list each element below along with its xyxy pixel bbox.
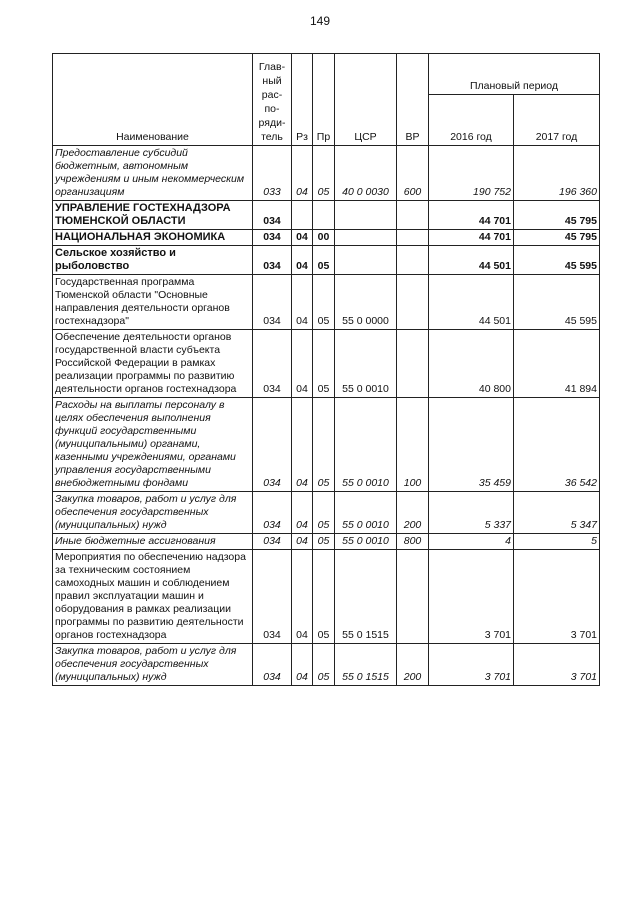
row-chief: 034 xyxy=(253,246,292,275)
row-pr: 05 xyxy=(313,398,335,492)
row-2016: 4 xyxy=(429,534,514,550)
row-2017: 196 360 xyxy=(514,146,600,201)
row-2016: 44 701 xyxy=(429,230,514,246)
row-pr xyxy=(313,201,335,230)
row-2016: 3 701 xyxy=(429,550,514,644)
table-row xyxy=(53,398,600,492)
row-rz xyxy=(292,201,313,230)
page-number: 149 xyxy=(309,14,331,28)
header-year-2016: 2016 год xyxy=(429,95,514,146)
row-2016: 44 501 xyxy=(429,246,514,275)
budget-table xyxy=(52,53,600,686)
row-vr: 100 xyxy=(397,398,429,492)
row-2017: 45 795 xyxy=(514,201,600,230)
table-row xyxy=(53,550,600,644)
row-vr xyxy=(397,330,429,398)
row-2017: 36 542 xyxy=(514,398,600,492)
table-row xyxy=(53,201,600,230)
row-2017: 45 795 xyxy=(514,230,600,246)
row-rz: 04 xyxy=(292,275,313,330)
header-name: Наименование xyxy=(53,54,253,146)
row-csr xyxy=(335,230,397,246)
row-2017: 5 xyxy=(514,534,600,550)
row-2016: 40 800 xyxy=(429,330,514,398)
row-csr: 55 0 0000 xyxy=(335,275,397,330)
row-csr xyxy=(335,201,397,230)
row-vr: 200 xyxy=(397,492,429,534)
row-2016: 190 752 xyxy=(429,146,514,201)
table-row xyxy=(53,275,600,330)
row-name: Расходы на выплаты персоналу в целях обеспечения выполнения функций государственными (муниципальными) органами, казенными учреждениями, органами управления государственными внебюджетными фондами xyxy=(53,398,253,492)
header-csr: ЦСР xyxy=(335,54,397,146)
row-chief: 033 xyxy=(253,146,292,201)
row-vr xyxy=(397,201,429,230)
row-2017: 3 701 xyxy=(514,550,600,644)
row-vr xyxy=(397,550,429,644)
row-pr: 05 xyxy=(313,492,335,534)
row-chief: 034 xyxy=(253,230,292,246)
row-name: НАЦИОНАЛЬНАЯ ЭКОНОМИКА xyxy=(53,230,253,246)
row-name: Сельское хозяйство и рыболовство xyxy=(53,246,253,275)
table-row xyxy=(53,644,600,686)
row-chief: 034 xyxy=(253,492,292,534)
row-name: Закупка товаров, работ и услуг для обеспечения государственных (муниципальных) нужд xyxy=(53,492,253,534)
header-planned-period: Плановый период xyxy=(429,54,600,95)
row-pr: 05 xyxy=(313,246,335,275)
row-name: Государственная программа Тюменской области "Основные направления деятельности органов гостехнадзора" xyxy=(53,275,253,330)
row-rz: 04 xyxy=(292,398,313,492)
row-vr xyxy=(397,230,429,246)
row-vr xyxy=(397,275,429,330)
row-pr: 05 xyxy=(313,644,335,686)
row-2016: 44 701 xyxy=(429,201,514,230)
header-rz: Рз xyxy=(292,54,313,146)
header-year-2017: 2017 год xyxy=(514,95,600,146)
header-vr: ВР xyxy=(397,54,429,146)
row-csr: 55 0 0010 xyxy=(335,330,397,398)
row-chief: 034 xyxy=(253,398,292,492)
row-chief: 034 xyxy=(253,644,292,686)
row-pr: 00 xyxy=(313,230,335,246)
row-2016: 5 337 xyxy=(429,492,514,534)
row-rz: 04 xyxy=(292,534,313,550)
table-row xyxy=(53,146,600,201)
table-row xyxy=(53,534,600,550)
row-pr: 05 xyxy=(313,534,335,550)
row-csr: 55 0 1515 xyxy=(335,644,397,686)
row-vr: 800 xyxy=(397,534,429,550)
row-vr xyxy=(397,246,429,275)
row-pr: 05 xyxy=(313,146,335,201)
table-row xyxy=(53,492,600,534)
row-name: Обеспечение деятельности органов государственной власти субъекта Российской Федерации в рамках реализации программы по развитию деятельности органов гостехнадзора xyxy=(53,330,253,398)
row-rz: 04 xyxy=(292,492,313,534)
row-rz: 04 xyxy=(292,230,313,246)
row-rz: 04 xyxy=(292,330,313,398)
row-vr: 200 xyxy=(397,644,429,686)
row-name: Иные бюджетные ассигнования xyxy=(53,534,253,550)
row-chief: 034 xyxy=(253,275,292,330)
row-name: Предоставление субсидий бюджетным, автономным учреждениям и иным некоммерческим организациям xyxy=(53,146,253,201)
table-row xyxy=(53,230,600,246)
row-2016: 3 701 xyxy=(429,644,514,686)
row-csr: 55 0 0010 xyxy=(335,492,397,534)
row-rz: 04 xyxy=(292,644,313,686)
row-2017: 41 894 xyxy=(514,330,600,398)
row-2017: 45 595 xyxy=(514,275,600,330)
row-2016: 44 501 xyxy=(429,275,514,330)
row-rz: 04 xyxy=(292,146,313,201)
row-csr: 55 0 0010 xyxy=(335,534,397,550)
header-row xyxy=(53,54,600,95)
row-rz: 04 xyxy=(292,246,313,275)
row-csr: 40 0 0030 xyxy=(335,146,397,201)
row-name: Закупка товаров, работ и услуг для обеспечения государственных (муниципальных) нужд xyxy=(53,644,253,686)
row-pr: 05 xyxy=(313,275,335,330)
row-chief: 034 xyxy=(253,201,292,230)
header-chief-manager: Глав- ный рас- по- ряди- тель xyxy=(253,54,292,146)
row-csr xyxy=(335,246,397,275)
row-2017: 45 595 xyxy=(514,246,600,275)
row-2017: 5 347 xyxy=(514,492,600,534)
row-rz: 04 xyxy=(292,550,313,644)
row-pr: 05 xyxy=(313,550,335,644)
row-chief: 034 xyxy=(253,550,292,644)
table-row xyxy=(53,246,600,275)
row-name: Мероприятия по обеспечению надзора за техническим состоянием самоходных машин и соблюдением правил эксплуатации машин и оборудования в рамках реализации программы по развитию деятельности органов гостехнадзора xyxy=(53,550,253,644)
row-chief: 034 xyxy=(253,330,292,398)
row-2017: 3 701 xyxy=(514,644,600,686)
row-csr: 55 0 0010 xyxy=(335,398,397,492)
table-row xyxy=(53,330,600,398)
row-2016: 35 459 xyxy=(429,398,514,492)
header-pr: Пр xyxy=(313,54,335,146)
row-csr: 55 0 1515 xyxy=(335,550,397,644)
row-pr: 05 xyxy=(313,330,335,398)
row-vr: 600 xyxy=(397,146,429,201)
row-name: УПРАВЛЕНИЕ ГОСТЕХНАДЗОРА ТЮМЕНСКОЙ ОБЛАСТИ xyxy=(53,201,253,230)
row-chief: 034 xyxy=(253,534,292,550)
